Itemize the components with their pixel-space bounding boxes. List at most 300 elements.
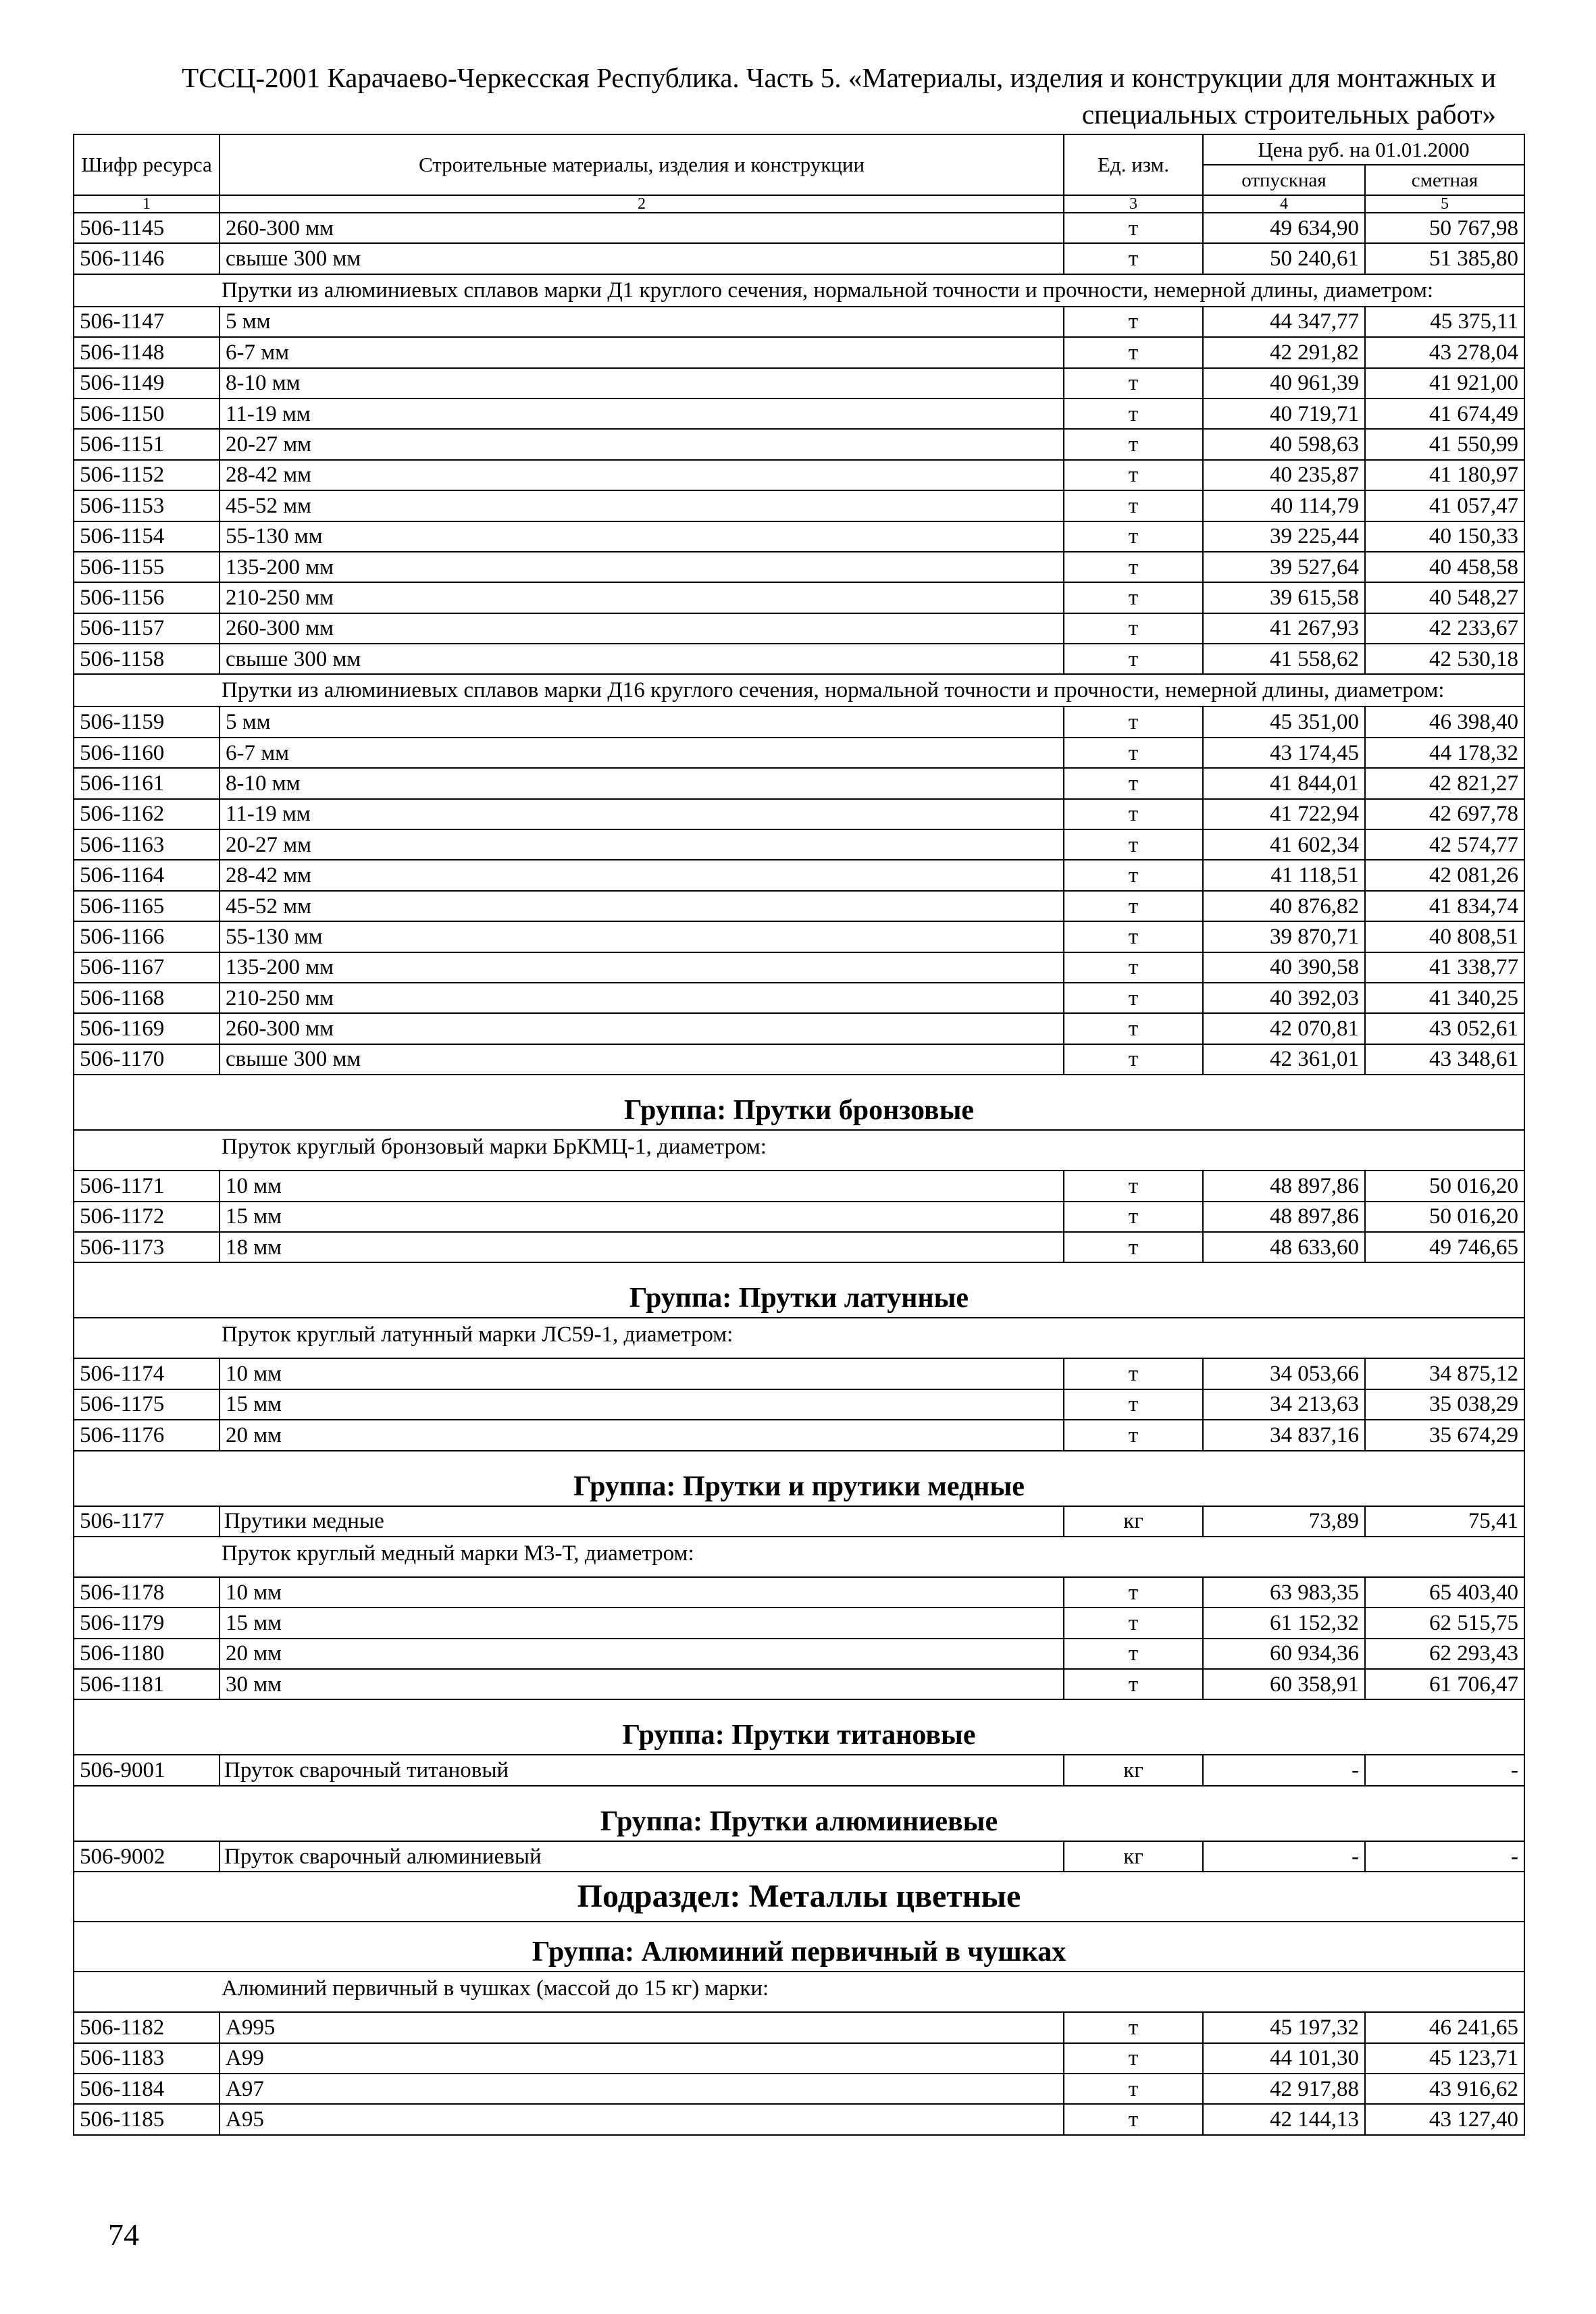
estimate-price: 75,41 (1365, 1506, 1524, 1537)
header-line-2: специальных строительных работ» (1081, 99, 1496, 130)
estimate-price: 35 674,29 (1365, 1420, 1524, 1450)
resource-name: 28-42 мм (220, 860, 1064, 890)
table-row (74, 952, 1524, 983)
release-price: 73,89 (1203, 1506, 1365, 1537)
estimate-price: 42 233,67 (1365, 613, 1524, 644)
resource-name: 30 мм (220, 1669, 1064, 1699)
resource-name: 260-300 мм (220, 613, 1064, 644)
unit-of-measure: т (1064, 891, 1203, 921)
release-price: 39 225,44 (1203, 521, 1365, 552)
resource-code: 506-1159 (74, 706, 220, 737)
release-price: 39 870,71 (1203, 921, 1365, 952)
estimate-price: 46 241,65 (1365, 2012, 1524, 2042)
table-row (74, 213, 1524, 243)
release-price: 41 267,93 (1203, 613, 1365, 644)
subtitle-row (74, 1537, 1524, 1577)
unit-of-measure: т (1064, 1389, 1203, 1420)
release-price: 39 615,58 (1203, 582, 1365, 613)
release-price: 40 392,03 (1203, 983, 1365, 1013)
release-price: 40 876,82 (1203, 891, 1365, 921)
header-estimate: сметная (1365, 165, 1524, 195)
resource-name: 20 мм (220, 1420, 1064, 1450)
resource-name: 18 мм (220, 1232, 1064, 1262)
unit-of-measure: т (1064, 2043, 1203, 2074)
unit-of-measure: т (1064, 738, 1203, 768)
estimate-price: 44 178,32 (1365, 738, 1524, 768)
resource-code: 506-1174 (74, 1358, 220, 1389)
release-price: 34 053,66 (1203, 1358, 1365, 1389)
resource-name: 20-27 мм (220, 829, 1064, 860)
resource-code: 506-1179 (74, 1608, 220, 1638)
col-number-5: 5 (1365, 195, 1524, 213)
resource-name: 260-300 мм (220, 1013, 1064, 1044)
resource-code: 506-1184 (74, 2074, 220, 2104)
resource-name: 15 мм (220, 1608, 1064, 1638)
section-heading: Подраздел: Металлы цветные (74, 1872, 1524, 1922)
estimate-price: 45 375,11 (1365, 307, 1524, 337)
resource-name: А995 (220, 2012, 1064, 2042)
subtitle-text: Пруток круглый медный марки М3-Т, диаметром: (74, 1537, 1524, 1577)
table-row (74, 460, 1524, 490)
resource-code: 506-1149 (74, 368, 220, 398)
resource-code: 506-1175 (74, 1389, 220, 1420)
subtitle-row (74, 274, 1524, 307)
estimate-price: 61 706,47 (1365, 1669, 1524, 1699)
unit-of-measure: т (1064, 1608, 1203, 1638)
unit-of-measure: т (1064, 860, 1203, 890)
resource-code: 506-1178 (74, 1577, 220, 1608)
release-price: 50 240,61 (1203, 243, 1365, 274)
release-price: 45 197,32 (1203, 2012, 1365, 2042)
section-heading-row (74, 1872, 1524, 1922)
release-price: 41 558,62 (1203, 644, 1365, 674)
group-heading: Группа: Прутки и прутики медные (74, 1451, 1524, 1506)
resource-code: 506-1161 (74, 768, 220, 798)
resource-name: А99 (220, 2043, 1064, 2074)
estimate-price: 50 016,20 (1365, 1171, 1524, 1201)
estimate-price: 62 293,43 (1365, 1639, 1524, 1669)
resource-code: 506-1173 (74, 1232, 220, 1262)
estimate-price: - (1365, 1755, 1524, 1785)
estimate-price: 50 016,20 (1365, 1202, 1524, 1232)
table-row (74, 429, 1524, 459)
estimate-price: 42 697,78 (1365, 799, 1524, 829)
release-price: - (1203, 1841, 1365, 1872)
estimate-price: 41 340,25 (1365, 983, 1524, 1013)
estimate-price: 41 674,49 (1365, 398, 1524, 429)
release-price: 42 291,82 (1203, 337, 1365, 367)
resource-name: Пруток сварочный алюминиевый (220, 1841, 1064, 1872)
release-price: 34 213,63 (1203, 1389, 1365, 1420)
release-price: 60 934,36 (1203, 1639, 1365, 1669)
resource-code: 506-1180 (74, 1639, 220, 1669)
resource-code: 506-1181 (74, 1669, 220, 1699)
price-table (73, 134, 1525, 2136)
resource-name: 10 мм (220, 1577, 1064, 1608)
resource-name: 6-7 мм (220, 738, 1064, 768)
table-row (74, 1639, 1524, 1669)
resource-name: 8-10 мм (220, 768, 1064, 798)
unit-of-measure: т (1064, 2012, 1203, 2042)
resource-name: 8-10 мм (220, 368, 1064, 398)
resource-code: 506-1154 (74, 521, 220, 552)
unit-of-measure: т (1064, 2104, 1203, 2134)
estimate-price: 40 150,33 (1365, 521, 1524, 552)
table-row (74, 368, 1524, 398)
unit-of-measure: т (1064, 429, 1203, 459)
group-heading: Группа: Прутки титановые (74, 1699, 1524, 1755)
unit-of-measure: т (1064, 2074, 1203, 2104)
estimate-price: 41 834,74 (1365, 891, 1524, 921)
header-unit: Ед. изм. (1064, 134, 1203, 195)
table-row (74, 337, 1524, 367)
release-price: 48 897,86 (1203, 1171, 1365, 1201)
table-row (74, 1044, 1524, 1075)
unit-of-measure: кг (1064, 1506, 1203, 1537)
resource-name: 10 мм (220, 1171, 1064, 1201)
table-row (74, 552, 1524, 582)
resource-name: 15 мм (220, 1202, 1064, 1232)
estimate-price: 42 821,27 (1365, 768, 1524, 798)
unit-of-measure: т (1064, 1013, 1203, 1044)
release-price: 40 390,58 (1203, 952, 1365, 983)
resource-name: 210-250 мм (220, 983, 1064, 1013)
release-price: 34 837,16 (1203, 1420, 1365, 1450)
unit-of-measure: кг (1064, 1841, 1203, 1872)
table-row (74, 921, 1524, 952)
table-row (74, 1358, 1524, 1389)
resource-code: 506-1147 (74, 307, 220, 337)
table-row (74, 1841, 1524, 1872)
release-price: 42 917,88 (1203, 2074, 1365, 2104)
resource-name: 10 мм (220, 1358, 1064, 1389)
resource-code: 506-1157 (74, 613, 220, 644)
estimate-price: 42 574,77 (1365, 829, 1524, 860)
table-row (74, 398, 1524, 429)
release-price: 44 101,30 (1203, 2043, 1365, 2074)
release-price: 41 602,34 (1203, 829, 1365, 860)
estimate-price: 42 081,26 (1365, 860, 1524, 890)
resource-name: 55-130 мм (220, 521, 1064, 552)
table-row (74, 1669, 1524, 1699)
page-number: 74 (108, 2217, 139, 2252)
resource-name: 20-27 мм (220, 429, 1064, 459)
table-row (74, 1420, 1524, 1450)
header-release: отпускная (1203, 165, 1365, 195)
table-row (74, 2043, 1524, 2074)
resource-name: 45-52 мм (220, 490, 1064, 521)
resource-code: 506-1156 (74, 582, 220, 613)
release-price: 40 114,79 (1203, 490, 1365, 521)
resource-code: 506-1169 (74, 1013, 220, 1044)
table-row (74, 644, 1524, 674)
table-row (74, 613, 1524, 644)
group-heading-row (74, 1699, 1524, 1755)
resource-name: 135-200 мм (220, 952, 1064, 983)
resource-name: А95 (220, 2104, 1064, 2134)
unit-of-measure: т (1064, 1044, 1203, 1075)
table-row (74, 799, 1524, 829)
estimate-price: - (1365, 1841, 1524, 1872)
unit-of-measure: т (1064, 460, 1203, 490)
unit-of-measure: т (1064, 1639, 1203, 1669)
estimate-price: 41 180,97 (1365, 460, 1524, 490)
table-row (74, 1608, 1524, 1638)
resource-name: 20 мм (220, 1639, 1064, 1669)
estimate-price: 34 875,12 (1365, 1358, 1524, 1389)
resource-name: 6-7 мм (220, 337, 1064, 367)
resource-code: 506-9002 (74, 1841, 220, 1872)
resource-code: 506-1152 (74, 460, 220, 490)
resource-name: свыше 300 мм (220, 1044, 1064, 1075)
table-row (74, 2104, 1524, 2134)
estimate-price: 41 057,47 (1365, 490, 1524, 521)
unit-of-measure: т (1064, 706, 1203, 737)
release-price: 41 844,01 (1203, 768, 1365, 798)
table-row (74, 768, 1524, 798)
resource-code: 506-1185 (74, 2104, 220, 2134)
unit-of-measure: т (1064, 983, 1203, 1013)
unit-of-measure: т (1064, 398, 1203, 429)
resource-code: 506-1165 (74, 891, 220, 921)
release-price: 63 983,35 (1203, 1577, 1365, 1608)
resource-code: 506-1153 (74, 490, 220, 521)
unit-of-measure: кг (1064, 1755, 1203, 1785)
unit-of-measure: т (1064, 1358, 1203, 1389)
unit-of-measure: т (1064, 1202, 1203, 1232)
group-heading: Группа: Прутки латунные (74, 1262, 1524, 1318)
table-row (74, 1232, 1524, 1262)
estimate-price: 41 921,00 (1365, 368, 1524, 398)
estimate-price: 40 458,58 (1365, 552, 1524, 582)
table-row (74, 1013, 1524, 1044)
unit-of-measure: т (1064, 213, 1203, 243)
table-row (74, 1755, 1524, 1785)
unit-of-measure: т (1064, 243, 1203, 274)
resource-code: 506-1182 (74, 2012, 220, 2042)
group-heading-row (74, 1075, 1524, 1130)
resource-code: 506-1176 (74, 1420, 220, 1450)
header-price: Цена руб. на 01.01.2000 (1203, 134, 1524, 165)
unit-of-measure: т (1064, 1420, 1203, 1450)
group-heading-row (74, 1922, 1524, 1972)
resource-name: А97 (220, 2074, 1064, 2104)
table-row (74, 1389, 1524, 1420)
unit-of-measure: т (1064, 307, 1203, 337)
subtitle-text: Прутки из алюминиевых сплавов марки Д16 круглого сечения, нормальной точности и прочности, немерной длины, диаметром: (74, 674, 1524, 706)
resource-name: свыше 300 мм (220, 644, 1064, 674)
estimate-price: 51 385,80 (1365, 243, 1524, 274)
resource-code: 506-1151 (74, 429, 220, 459)
release-price: 40 719,71 (1203, 398, 1365, 429)
release-price: 45 351,00 (1203, 706, 1365, 737)
col-number-2: 2 (220, 195, 1064, 213)
estimate-price: 42 530,18 (1365, 644, 1524, 674)
estimate-price: 45 123,71 (1365, 2043, 1524, 2074)
resource-code: 506-1150 (74, 398, 220, 429)
resource-code: 506-1148 (74, 337, 220, 367)
release-price: 41 118,51 (1203, 860, 1365, 890)
subtitle-row (74, 674, 1524, 706)
release-price: 49 634,90 (1203, 213, 1365, 243)
resource-code: 506-1163 (74, 829, 220, 860)
table-row (74, 1202, 1524, 1232)
release-price: 42 070,81 (1203, 1013, 1365, 1044)
resource-name: 135-200 мм (220, 552, 1064, 582)
estimate-price: 43 348,61 (1365, 1044, 1524, 1075)
release-price: 60 358,91 (1203, 1669, 1365, 1699)
table-row (74, 706, 1524, 737)
estimate-price: 40 808,51 (1365, 921, 1524, 952)
unit-of-measure: т (1064, 337, 1203, 367)
table-body (74, 213, 1524, 2135)
resource-code: 506-9001 (74, 1755, 220, 1785)
release-price: 43 174,45 (1203, 738, 1365, 768)
resource-name: Пруток сварочный титановый (220, 1755, 1064, 1785)
table-row (74, 1577, 1524, 1608)
subtitle-row (74, 1130, 1524, 1171)
subtitle-text: Прутки из алюминиевых сплавов марки Д1 круглого сечения, нормальной точности и прочности, немерной длины, диаметром: (74, 274, 1524, 307)
estimate-price: 41 338,77 (1365, 952, 1524, 983)
table-row (74, 983, 1524, 1013)
resource-name: 15 мм (220, 1389, 1064, 1420)
subtitle-row (74, 1972, 1524, 2012)
resource-code: 506-1164 (74, 860, 220, 890)
resource-name: 11-19 мм (220, 398, 1064, 429)
group-heading: Группа: Прутки бронзовые (74, 1075, 1524, 1130)
estimate-price: 41 550,99 (1365, 429, 1524, 459)
unit-of-measure: т (1064, 1669, 1203, 1699)
unit-of-measure: т (1064, 644, 1203, 674)
resource-code: 506-1172 (74, 1202, 220, 1232)
col-number-4: 4 (1203, 195, 1365, 213)
resource-name: 210-250 мм (220, 582, 1064, 613)
resource-name: свыше 300 мм (220, 243, 1064, 274)
group-heading-row (74, 1451, 1524, 1506)
unit-of-measure: т (1064, 1577, 1203, 1608)
table-row (74, 1506, 1524, 1537)
subtitle-text: Алюминий первичный в чушках (массой до 15 кг) марки: (74, 1972, 1524, 2012)
subtitle-text: Пруток круглый латунный марки ЛС59-1, диаметром: (74, 1318, 1524, 1358)
resource-code: 506-1158 (74, 644, 220, 674)
resource-name: Прутики медные (220, 1506, 1064, 1537)
estimate-price: 40 548,27 (1365, 582, 1524, 613)
subtitle-text: Пруток круглый бронзовый марки БрКМЦ-1, диаметром: (74, 1130, 1524, 1171)
group-heading: Группа: Прутки алюминиевые (74, 1786, 1524, 1841)
release-price: 44 347,77 (1203, 307, 1365, 337)
group-heading-row (74, 1786, 1524, 1841)
header-code: Шифр ресурса (74, 134, 220, 195)
resource-code: 506-1168 (74, 983, 220, 1013)
resource-name: 55-130 мм (220, 921, 1064, 952)
unit-of-measure: т (1064, 829, 1203, 860)
unit-of-measure: т (1064, 582, 1203, 613)
resource-code: 506-1166 (74, 921, 220, 952)
release-price: 48 633,60 (1203, 1232, 1365, 1262)
estimate-price: 43 052,61 (1365, 1013, 1524, 1044)
unit-of-measure: т (1064, 490, 1203, 521)
unit-of-measure: т (1064, 368, 1203, 398)
table-row (74, 1171, 1524, 1201)
release-price: - (1203, 1755, 1365, 1785)
table-row (74, 891, 1524, 921)
group-heading: Группа: Алюминий первичный в чушках (74, 1922, 1524, 1972)
estimate-price: 43 278,04 (1365, 337, 1524, 367)
resource-code: 506-1167 (74, 952, 220, 983)
table-row (74, 2012, 1524, 2042)
estimate-price: 49 746,65 (1365, 1232, 1524, 1262)
release-price: 42 361,01 (1203, 1044, 1365, 1075)
table-row (74, 829, 1524, 860)
estimate-price: 50 767,98 (1365, 213, 1524, 243)
unit-of-measure: т (1064, 768, 1203, 798)
resource-code: 506-1170 (74, 1044, 220, 1075)
table-row (74, 307, 1524, 337)
resource-name: 260-300 мм (220, 213, 1064, 243)
resource-name: 28-42 мм (220, 460, 1064, 490)
unit-of-measure: т (1064, 952, 1203, 983)
release-price: 41 722,94 (1203, 799, 1365, 829)
resource-code: 506-1183 (74, 2043, 220, 2074)
release-price: 42 144,13 (1203, 2104, 1365, 2134)
release-price: 39 527,64 (1203, 552, 1365, 582)
estimate-price: 43 916,62 (1365, 2074, 1524, 2104)
document-header (115, 59, 1496, 132)
subtitle-row (74, 1318, 1524, 1358)
unit-of-measure: т (1064, 613, 1203, 644)
release-price: 40 961,39 (1203, 368, 1365, 398)
resource-code: 506-1162 (74, 799, 220, 829)
estimate-price: 62 515,75 (1365, 1608, 1524, 1638)
resource-name: 11-19 мм (220, 799, 1064, 829)
unit-of-measure: т (1064, 1232, 1203, 1262)
estimate-price: 35 038,29 (1365, 1389, 1524, 1420)
unit-of-measure: т (1064, 552, 1203, 582)
table-row (74, 521, 1524, 552)
table-row (74, 243, 1524, 274)
table-row (74, 490, 1524, 521)
release-price: 61 152,32 (1203, 1608, 1365, 1638)
resource-name: 45-52 мм (220, 891, 1064, 921)
resource-code: 506-1160 (74, 738, 220, 768)
resource-name: 5 мм (220, 706, 1064, 737)
resource-name: 5 мм (220, 307, 1064, 337)
release-price: 40 598,63 (1203, 429, 1365, 459)
table-row (74, 860, 1524, 890)
unit-of-measure: т (1064, 521, 1203, 552)
resource-code: 506-1146 (74, 243, 220, 274)
unit-of-measure: т (1064, 1171, 1203, 1201)
estimate-price: 65 403,40 (1365, 1577, 1524, 1608)
release-price: 48 897,86 (1203, 1202, 1365, 1232)
resource-code: 506-1177 (74, 1506, 220, 1537)
unit-of-measure: т (1064, 799, 1203, 829)
table-row (74, 582, 1524, 613)
table-row (74, 2074, 1524, 2104)
resource-code: 506-1171 (74, 1171, 220, 1201)
resource-code: 506-1155 (74, 552, 220, 582)
estimate-price: 43 127,40 (1365, 2104, 1524, 2134)
release-price: 40 235,87 (1203, 460, 1365, 490)
header-name: Строительные материалы, изделия и конструкции (220, 134, 1064, 195)
header-line-1: ТССЦ-2001 Карачаево-Черкесская Республика. Часть 5. «Материалы, изделия и конструкции для монтажных и (182, 62, 1496, 93)
resource-code: 506-1145 (74, 213, 220, 243)
estimate-price: 46 398,40 (1365, 706, 1524, 737)
col-number-3: 3 (1064, 195, 1203, 213)
unit-of-measure: т (1064, 921, 1203, 952)
group-heading-row (74, 1262, 1524, 1318)
table-row (74, 738, 1524, 768)
